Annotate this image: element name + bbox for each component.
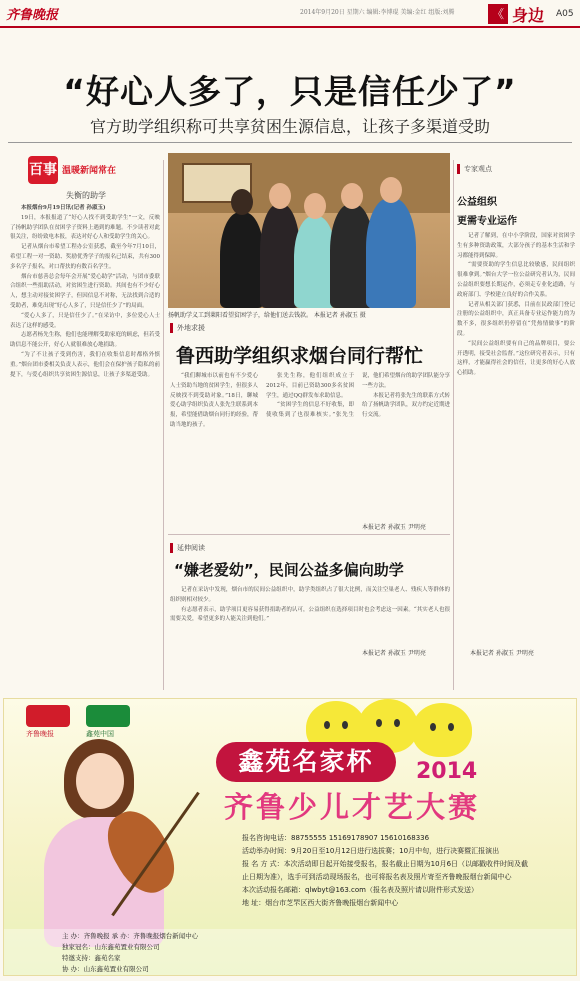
article3-tag: 延伸阅读 xyxy=(170,543,205,553)
ad-main-title: 鑫苑名家杯 xyxy=(216,742,396,782)
brand-badge-icon: 百事 xyxy=(28,156,58,184)
article2-paragraph: “我们聊城市以前也有不少爱心人士资助当地的贫困学生，但很多人反映找不到受助对象。”18日，聊城爱心助学组织负责人张先生联系到本报，希望能借助烟台同行的经验，帮助当地的孩子。 xyxy=(170,373,259,428)
page-number: A05 xyxy=(556,9,574,19)
issue-meta: 2014年9月20日 星期六 编辑:李博琨 美编:金红 组版:刘腾 xyxy=(300,9,455,16)
advertisement xyxy=(3,698,577,976)
article2-paragraph: “贫困学生的信息不好收集，即使收集到了也很难核实。”张先生说，他们希望烟台的助学团队能分享一些方法。 xyxy=(266,373,450,419)
article2-paragraph: 张先生称，他们组织成立于2012年，目前已资助300多名贫困学生，通过QQ群发布求助信息。 xyxy=(266,373,354,399)
column-brand xyxy=(28,156,158,186)
article2-byline: 本报记者 孙淑玉 尹明亮 xyxy=(362,524,426,531)
ad-info-line: 地 址：烟台市芝罘区西大街齐鲁晚报烟台新闻中心 xyxy=(242,899,399,907)
ad-footer-line: 协 办：山东鑫苑置业有限公司 xyxy=(62,965,149,973)
article3-paragraph: 有志愿者表示，助学项目更容易获得捐助者的认可，公益组织在选择项目时也会考虑这一因素。“其实老人也很需要关爱，希望更多的人能关注到他们。” xyxy=(170,606,450,623)
article-main-body xyxy=(10,204,160,694)
article2-title: 鲁西助学组织求烟台同行帮忙 xyxy=(176,345,424,367)
chick-mascot-icon xyxy=(412,703,472,757)
article-paragraph: 烟台市慈善总会每年会开展“爱心助学”活动，与团市委联合组织一些捐助活动，对贫困生进行资助。其间也有不少好心人，想主动对接贫困学子，但因信息不对称，无法找到合适的受助者，难免出现“好心人多了，只是信任少了”的局面。 xyxy=(10,273,160,309)
newspaper-logo: 齐鲁晚报 xyxy=(6,8,59,23)
sidebar-byline: 本报记者 孙淑玉 尹明亮 xyxy=(470,650,534,657)
article3-body xyxy=(170,586,450,638)
girl-face-icon xyxy=(76,753,124,809)
article3-paragraph: 记者在采访中发现，烟台市的民间公益组织中，助学类组织占了很大比例，而关注空巢老人、残疾人等群体的组织则相对较少。 xyxy=(170,587,450,603)
article3-title: “嫌老爱幼”，民间公益多偏向助学 xyxy=(174,561,404,579)
article2-paragraph: 本报记者将张先生的联系方式转给了扬帆助学团队，双方约定近期进行交流。 xyxy=(362,392,450,419)
ad-sub-title: 齐鲁少儿才艺大赛 xyxy=(224,790,481,824)
article-divider xyxy=(168,534,450,535)
ad-footer-line: 特邀支持：鑫苑名家 xyxy=(62,954,121,962)
sidebar-body xyxy=(457,232,575,644)
headline-divider xyxy=(8,142,572,143)
sidebar-tag: 专家观点 xyxy=(457,164,492,174)
left-column-divider xyxy=(163,160,164,690)
ad-info-line: 报 名 方 式：本次活动即日起开始接受报名，报名截止日期为10月6日（以邮戳收件时间及截 xyxy=(242,860,529,868)
ad-sponsor-text: 鑫苑中国 xyxy=(86,730,114,738)
article-paragraph: “爱心人多了，只是信任少了。”在采访中，多位爱心人士表达了这样的感受。 xyxy=(10,312,160,329)
ad-year: 2014 xyxy=(416,759,478,784)
section-chevron-icon: 《 xyxy=(488,4,508,24)
ad-info-line: 止日期为准），选手可到活动现场报名，也可将报名表及照片寄至齐鲁晚报烟台新闻中心 xyxy=(242,873,512,881)
ad-logo-badge-icon xyxy=(26,705,70,727)
ad-info-line: 报名咨询电话：88755555 15169178907 15610168336 xyxy=(242,834,430,842)
ad-footer-line: 主 办：齐鲁晚报 承 办：齐鲁晚报烟台新闻中心 xyxy=(62,932,199,940)
article-paragraph: 记者从烟台市希望工程办公室获悉，截至今年7月10日，希望工程一对一资助、奖励优秀学子的报名已结束，共有300多名学子报名，对口帮扶的有数百名学生。 xyxy=(10,244,160,270)
section-header xyxy=(488,1,580,27)
sidebar-title-line1: 公益组织 xyxy=(457,197,497,208)
main-headline: “好心人多了，只是信任少了” xyxy=(63,72,517,111)
sidebar-paragraph: “需要资助的学生信息比较敏感，民间组织很难拿到。”烟台大学一位公益研究者认为，民间公益组织要想长期运作，必须走专业化道路，与政府部门、学校建立良好的合作关系。 xyxy=(457,262,575,298)
article2-tag: 外地求援 xyxy=(170,323,205,333)
main-subhead: 官方助学组织称可共享贫困生源信息，让孩子多渠道受助 xyxy=(89,117,490,136)
ad-logo-text: 齐鲁晚报 xyxy=(26,730,54,738)
article3-byline: 本报记者 孙淑玉 尹明亮 xyxy=(362,650,426,657)
article-lead: 本报烟台9月19日讯(记者 孙淑玉) xyxy=(21,205,106,211)
ad-info-line: 活动举办时间：9月20日至10月12日进行选拔赛；10月中旬，进行决赛暨汇报演出 xyxy=(242,847,500,855)
article-paragraph: 19日，本报报道了“好心人找不到受助学生”一文，反映了扬帆助学团队在贫困学子资料上遇到的难题。不少读者对此很关注，纷纷致电本报，表达对好心人和受助学生的关心。 xyxy=(10,214,160,241)
ad-footer-line: 独家冠名：山东鑫苑置业有限公司 xyxy=(62,943,160,951)
section-name: 身边 xyxy=(512,6,545,25)
news-photo xyxy=(168,153,450,308)
ad-info-line: 本次活动报名邮箱：qlwbyt@163.com（报名表及照片请以附件形式发送） xyxy=(242,886,478,894)
brand-slogan: 温暖新闻常在 xyxy=(62,166,117,176)
masthead xyxy=(0,0,580,28)
sidebar-paragraph: “民间公益组织要有自己的品牌项目，要公开透明，接受社会监督。”这位研究者表示，只有这样，才能赢得社会的信任，让更多的好心人放心捐助。 xyxy=(457,340,575,377)
article2-body xyxy=(170,372,450,518)
sidebar-paragraph: 记者了解到，在中小学阶段，国家对贫困学生有多种资助政策，大部分孩子的基本生活和学习都能得到保障。 xyxy=(457,233,575,259)
photo-caption: 扬帆助学义工到莱阳看望贫困学子，给他们送去钱款。 本报记者 孙淑玉 摄 xyxy=(168,312,366,319)
article-paragraph: “为了不让孩子受到伤害，我们在收集信息时都格外慎重。”烟台团市委相关负责人表示，他们会在保护孩子隐私的前提下，与爱心组织共享贫困生源信息，让孩子多渠道受助。 xyxy=(10,351,160,378)
sidebar-divider xyxy=(453,160,454,690)
sidebar-title-line2: 更需专业运作 xyxy=(457,216,517,227)
sidebar-paragraph: 记者从相关部门获悉，目前在民政部门登记注册的公益组织中，真正具备专业运作能力的为数不多，很多组织仍停留在“凭热情做事”的阶段。 xyxy=(457,301,575,337)
article-kicker: 失衡的助学 xyxy=(66,191,106,200)
ad-sponsor-badge-icon xyxy=(86,705,130,727)
article-paragraph: 志愿者杨先生称，他们也能理解受助家庭的顾虑，但若受助信息不能公开，好心人就很难放心地捐助。 xyxy=(10,332,160,349)
